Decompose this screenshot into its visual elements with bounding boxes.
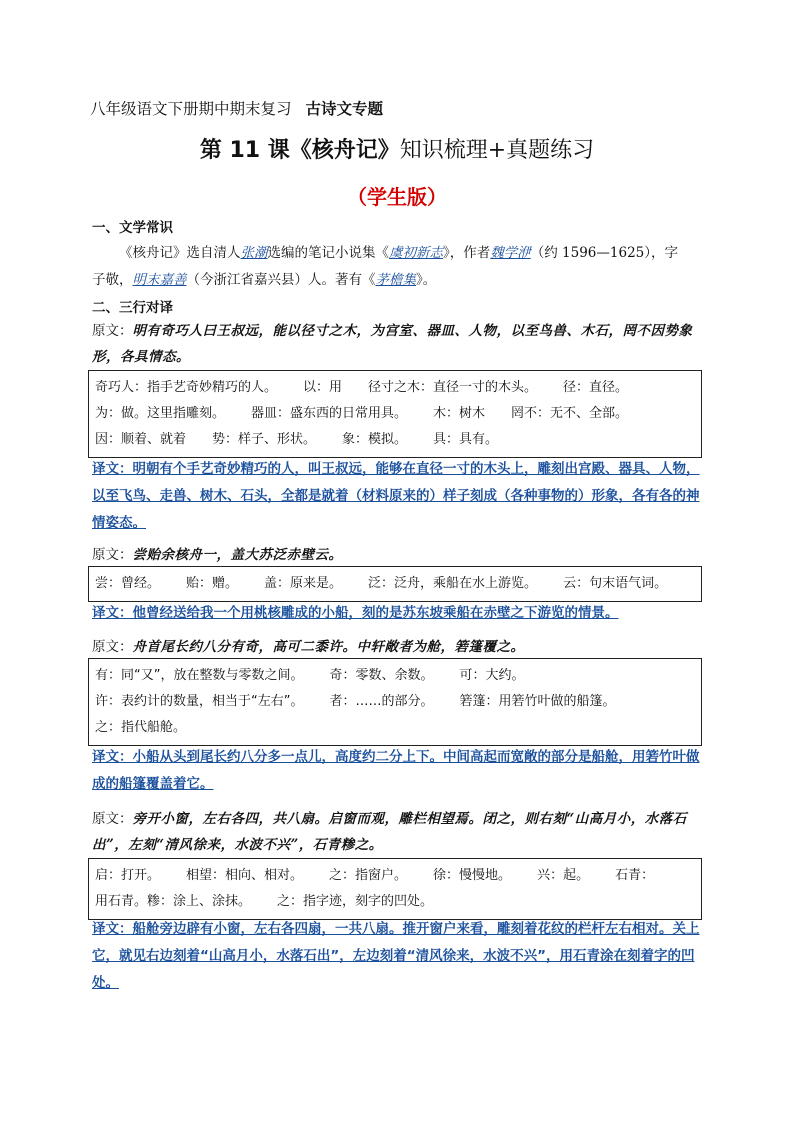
annotation-item: 奇：零数、余数。 bbox=[329, 668, 434, 683]
annotation-row bbox=[95, 715, 695, 741]
original-text-2: 原文：尝贻余核舟一，盖大苏泛赤壁云。 bbox=[92, 547, 343, 563]
author-place: 明末嘉善 bbox=[132, 272, 187, 288]
annotation-box-1 bbox=[88, 370, 702, 458]
annotation-item: 奇巧人：指手艺奇妙精巧的人。 bbox=[95, 380, 278, 395]
annotation-item: 有：同“又”，放在整数与零数之间。 bbox=[95, 668, 304, 683]
edition-label: （学生版） bbox=[347, 185, 447, 209]
translation-1: 译文：明朝有个手艺奇妙精巧的人，叫王叔远，能够在直径一寸的木头上，雕刻出宫殿、器具、人物，以至飞鸟、走兽、树木、石头，全都是就着（材料原来的）样子刻成（各种事物的）形象，各有各的神情姿态。 bbox=[92, 461, 700, 531]
annotation-item: 象：模拟。 bbox=[342, 432, 408, 447]
lesson-title-tail: 知识梳理+真题练习 bbox=[399, 138, 595, 163]
annotation-item: 木：树木 bbox=[433, 406, 486, 421]
annotation-item: 泛：泛舟，乘船在水上游览。 bbox=[368, 576, 538, 591]
book-name: 虞初新志 bbox=[389, 245, 443, 261]
translation-4: 译文：船舱旁边辟有小窗，左右各四扇，一共八扇。推开窗户来看，雕刻着花纹的栏杆左右相对。关上它，就见右边刻着“山高月小，水落石出”，左边刻着“清风徐来，水波不兴”，用石青涂在刻着字的凹处。 bbox=[92, 921, 700, 991]
original-text-3: 原文：舟首尾长约八分有奇，高可二黍许。中轩敞者为舱，箬篷覆之。 bbox=[92, 639, 525, 655]
literature-paragraph: 《核舟记》选自清人张潮选编的笔记小说集《虞初新志》，作者魏学洢（约 1596—1625），字 子敬，明末嘉善（今浙江省嘉兴县）人。著有《茅檐集》。 bbox=[92, 245, 679, 288]
annotation-item: 者：……的部分。 bbox=[329, 694, 434, 709]
annotation-row bbox=[95, 401, 695, 427]
annotation-row bbox=[95, 663, 695, 689]
lesson-title-main: 第 11 课《核舟记》 bbox=[199, 138, 400, 163]
original-text-4: 原文：旁开小窗，左右各四，共八扇。启窗而观，雕栏相望焉。闭之，则右刻“山高月小，水落石 出”，左刻“清风徐来，水波不兴”，石青糁之。 bbox=[92, 811, 687, 853]
annotation-row bbox=[95, 571, 695, 597]
annotation-item: 许：表约计的数量，相当于“左右”。 bbox=[95, 694, 304, 709]
annotation-item: 罔不：无不、全部。 bbox=[511, 406, 629, 421]
annotation-item: 势：样子、形状。 bbox=[212, 432, 317, 447]
annotation-item: 启：打开。 bbox=[95, 868, 161, 883]
section-heading-translation: 二、三行对译 bbox=[92, 300, 173, 316]
work-name: 茅檐集 bbox=[375, 272, 416, 288]
annotation-item: 兴：起。 bbox=[537, 868, 590, 883]
annotation-row bbox=[95, 689, 695, 715]
annotation-box-3 bbox=[88, 658, 702, 746]
annotation-item: 器皿：盛东西的日常用具。 bbox=[251, 406, 408, 421]
annotation-item: 相望：相向、相对。 bbox=[186, 868, 304, 883]
annotation-item: 云：句末语气词。 bbox=[563, 576, 668, 591]
annotation-row bbox=[95, 375, 695, 401]
annotation-item: 尝：曾经。 bbox=[95, 576, 161, 591]
author-name: 魏学洢 bbox=[490, 245, 531, 261]
annotation-item: 用石青。糁：涂上、涂抹。 bbox=[95, 894, 252, 909]
annotation-item: 径：直径。 bbox=[563, 380, 629, 395]
annotation-item: 徐：慢慢地。 bbox=[433, 868, 512, 883]
annotation-item: 因：顺着、就着 bbox=[95, 432, 187, 447]
original-text-1: 原文：明有奇巧人曰王叔远，能以径寸之木，为宫室、器皿、人物，以至鸟兽、木石，罔不因势象 形，各具情态。 bbox=[92, 323, 693, 365]
annotation-item: 径寸之木：直径一寸的木头。 bbox=[368, 380, 538, 395]
annotation-item: 盖：原来是。 bbox=[264, 576, 343, 591]
editor-name: 张潮 bbox=[240, 245, 268, 261]
annotation-item: 之：指代船舱。 bbox=[95, 720, 187, 735]
annotation-box-4 bbox=[88, 858, 702, 920]
annotation-item: 为：做。这里指雕刻。 bbox=[95, 406, 226, 421]
section-heading-literature: 一、文学常识 bbox=[92, 220, 173, 236]
annotation-row bbox=[95, 427, 695, 453]
series-header bbox=[90, 97, 383, 119]
translation-3: 译文：小船从头到尾长约八分多一点儿，高度约二分上下。中间高起而宽敞的部分是船舱，用箬竹叶做成的船篷覆盖着它。 bbox=[92, 749, 700, 792]
series-label: 八年级语文下册期中期末复习 bbox=[90, 100, 292, 118]
lesson-title bbox=[0, 133, 794, 164]
annotation-item: 可：大约。 bbox=[459, 668, 525, 683]
annotation-item: 贻：赠。 bbox=[186, 576, 239, 591]
annotation-item: 具：具有。 bbox=[433, 432, 499, 447]
annotation-item: 之：指窗户。 bbox=[329, 868, 408, 883]
topic-label: 古诗文专题 bbox=[305, 100, 384, 118]
annotation-row bbox=[95, 863, 695, 889]
translation-2: 译文：他曾经送给我一个用桃核雕成的小船，刻的是苏东坡乘船在赤壁之下游览的情景。 bbox=[92, 605, 619, 621]
annotation-item: 以：用 bbox=[303, 380, 343, 395]
annotation-item: 之：指字迹，刻字的凹处。 bbox=[277, 894, 434, 909]
annotation-box-2 bbox=[88, 566, 702, 602]
annotation-row bbox=[95, 889, 695, 915]
annotation-item: 箬篷：用箬竹叶做的船篷。 bbox=[459, 694, 616, 709]
annotation-item: 石青： bbox=[615, 868, 655, 883]
